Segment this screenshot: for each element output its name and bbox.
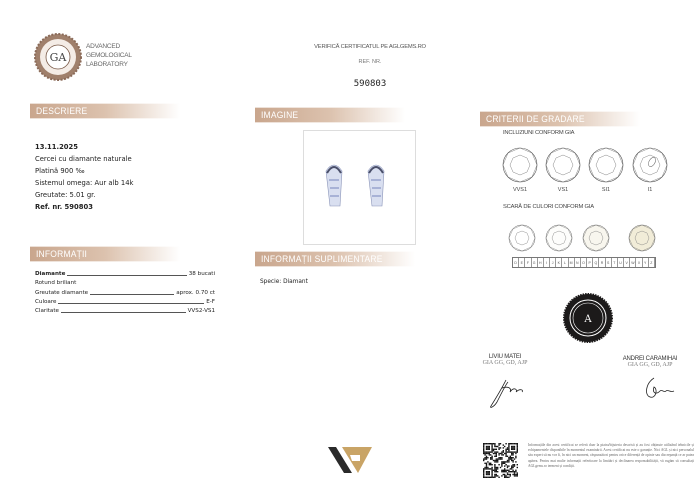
color-grade-G: G — [532, 258, 538, 267]
color-grade-H: H — [538, 258, 544, 267]
description-line: Platină 900 ‰ — [35, 167, 85, 175]
qr-code[interactable] — [483, 443, 518, 478]
ref-number: 590803 — [353, 79, 387, 89]
color-scale-label: SCARĂ DE CULORI CONFORM GIA — [503, 204, 594, 210]
verify-link[interactable]: VERIFICĂ CERTIFICATUL PE AGLGEMS.RO — [314, 44, 426, 50]
svg-text:GA: GA — [49, 51, 67, 64]
info-label: Rotund briliant — [35, 280, 77, 286]
color-grade-K: K — [556, 258, 562, 267]
info-label: Greutate diamante — [35, 290, 89, 296]
grade-label: I1 — [647, 187, 653, 193]
signer-title: GIA GG, GD, AJP — [482, 360, 528, 366]
info-value: E-F — [206, 299, 215, 305]
lab-name-line: GEMOLOGICAL — [86, 52, 132, 59]
certificate-date: 13.11.2025 — [35, 143, 78, 151]
description-line: Greutate: 5.01 gr. — [35, 191, 96, 199]
info-value: aprox. 0.70 ct — [176, 290, 215, 296]
lab-name — [86, 42, 132, 69]
signer-title: GIA GG, GD, AJP — [627, 362, 673, 368]
species: Specie: Diamant — [260, 279, 308, 285]
section-header-image: IMAGINE — [255, 108, 405, 123]
ref-label: REF. NR. — [358, 59, 382, 65]
agl-seal — [563, 293, 613, 343]
color-grade-Y: Y — [643, 258, 649, 267]
color-grade-L: L — [562, 258, 568, 267]
signer-2 — [610, 356, 690, 368]
color-grade-S: S — [606, 258, 612, 267]
color-grade-Z: Z — [649, 258, 655, 267]
color-grade-I: I — [544, 258, 550, 267]
color-grade-J: J — [550, 258, 556, 267]
grade-label: SI1 — [601, 187, 611, 193]
color-grade-Q: Q — [593, 258, 599, 267]
color-grade-T: T — [612, 258, 618, 267]
description-line: Sistemul omega: Aur alb 14k — [35, 179, 134, 187]
lab-seal-logo — [34, 33, 82, 81]
signature-1 — [488, 376, 528, 411]
diamond-i1-icon — [633, 148, 667, 182]
section-header-description: DESCRIERE — [30, 104, 180, 119]
inclusion-diagrams — [480, 145, 680, 185]
info-label: Culoare — [35, 299, 57, 305]
signer-1 — [470, 354, 540, 366]
info-row-color — [35, 296, 215, 305]
color-grade-U: U — [618, 258, 624, 267]
diamond-si1-icon — [589, 148, 623, 182]
signature-2 — [640, 375, 680, 405]
color-grade-R: R — [599, 258, 605, 267]
lab-name-line: LABORATORY — [86, 61, 128, 68]
color-grade-P: P — [587, 258, 593, 267]
color-grade-E: E — [519, 258, 525, 267]
diamond-vvs1-icon — [503, 148, 537, 182]
color-grade-O: O — [581, 258, 587, 267]
color-grade-M: M — [569, 258, 575, 267]
color-grade-F: F — [525, 258, 531, 267]
info-row-diamonds — [35, 268, 215, 277]
section-header-extra: INFORMAȚII SUPLIMENTARE — [255, 252, 415, 267]
disclaimer-text: Informațiile din acest certificat se referă doar la piatra/bijuteria descrisă și au fost obținute utilizând tehnicile și echipamentele disponibile în momentul examinării. Acest certificat nu este o garanție. Nici AGL și nici personalul său expert să nu vor fi, în nici un moment, răspunzători pentru orice diferență de opinie sau discrepanță ce ar putea apărea. Pentru mai multe informații referitoare la limitări și declinarea responsabilității, vă rugăm să consultați AGLgems.ro termeni și condiții. — [528, 443, 694, 468]
color-grade-W: W — [630, 258, 636, 267]
vg-brand-logo — [328, 443, 378, 478]
description-ref: Ref. nr. 590803 — [35, 203, 93, 211]
info-row-weight — [35, 287, 215, 296]
description-line: Cercei cu diamante naturale — [35, 155, 132, 163]
grade-label: VS1 — [557, 187, 569, 193]
lab-name-line: ADVANCED — [86, 43, 121, 50]
inclusions-label: INCLUZIUNI CONFORM GIA — [503, 130, 575, 136]
product-image — [303, 130, 416, 245]
earrings-image — [304, 131, 417, 246]
info-value: 38 bucati — [188, 271, 215, 277]
color-diagrams — [480, 222, 680, 254]
svg-text:A: A — [584, 314, 592, 325]
info-label: Diamante — [35, 271, 66, 277]
color-grade-N: N — [575, 258, 581, 267]
info-label: Claritate — [35, 308, 59, 314]
diamond-vs1-icon — [546, 148, 580, 182]
signer-name: LIVIU MATEI — [488, 354, 522, 360]
section-header-info: INFORMAȚII — [30, 247, 180, 262]
section-header-grading: CRITERII DE GRADARE — [480, 112, 640, 127]
color-grade-D: D — [513, 258, 519, 267]
info-row-cut — [35, 277, 215, 286]
color-grade-X: X — [636, 258, 642, 267]
description-block — [35, 141, 134, 213]
color-grade-V: V — [624, 258, 630, 267]
grade-label: VVS1 — [512, 187, 528, 193]
info-row-clarity — [35, 305, 215, 314]
color-scale-bar — [512, 257, 656, 268]
signer-name: ANDREI CARAMIHAI — [622, 356, 678, 362]
info-value: VVS2-VS1 — [187, 308, 215, 314]
